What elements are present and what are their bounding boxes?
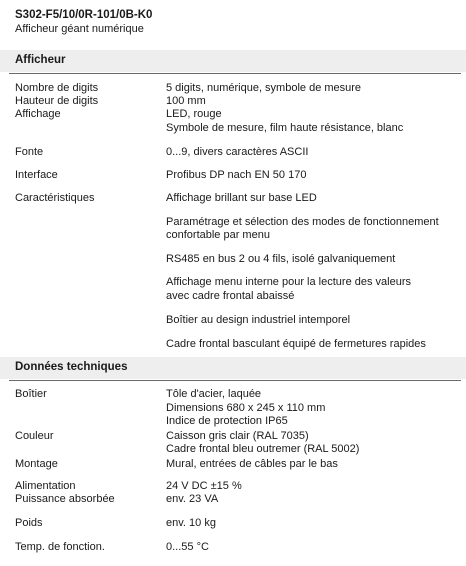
spec-value-boitier-3: Indice de protection IP65 <box>166 415 288 427</box>
spec-label-caracteristiques: Caractéristiques <box>15 192 95 204</box>
spec-label-alimentation: Alimentation <box>15 480 76 492</box>
spec-value-puissance: env. 23 VA <box>166 493 219 505</box>
section-divider <box>9 73 461 74</box>
spec-value-temp: 0...55 °C <box>166 541 209 553</box>
spec-label-fonte: Fonte <box>15 146 44 158</box>
product-header <box>15 8 152 36</box>
spec-value-couleur-2: Cadre frontal bleu outremer (RAL 5002) <box>166 443 360 455</box>
spec-label-poids: Poids <box>15 517 43 529</box>
spec-label-puissance: Puissance absorbée <box>15 493 115 505</box>
feature-item: confortable par menu <box>166 229 270 241</box>
spec-label-boitier: Boîtier <box>15 388 47 400</box>
product-code: S302-F5/10/0R-101/0B-K0 <box>15 9 153 21</box>
spec-value-interface: Profibus DP nach EN 50 170 <box>166 169 307 181</box>
feature-item: Cadre frontal basculant équipé de fermetures rapides <box>166 338 426 350</box>
feature-item: RS485 en bus 2 ou 4 fils, isolé galvaniquement <box>166 253 396 265</box>
spec-label-nombre-digits: Nombre de digits <box>15 82 99 94</box>
spec-label-montage: Montage <box>15 458 58 470</box>
spec-value-affichage-2: Symbole de mesure, film haute résistance, blanc <box>166 122 404 134</box>
spec-label-hauteur-digits: Hauteur de digits <box>15 95 99 107</box>
spec-value-alimentation: 24 V DC ±15 % <box>166 480 242 492</box>
section-title-donnees: Données techniques <box>15 361 128 373</box>
section-title-afficheur: Afficheur <box>15 54 66 66</box>
spec-label-affichage: Affichage <box>15 108 61 120</box>
product-subtitle: Afficheur géant numérique <box>15 23 144 35</box>
spec-value-fonte: 0...9, divers caractères ASCII <box>166 146 309 158</box>
feature-item: Affichage brillant sur base LED <box>166 192 317 204</box>
feature-item: Paramétrage et sélection des modes de fonctionnement <box>166 216 439 228</box>
feature-item: Affichage menu interne pour la lecture des valeurs <box>166 276 411 288</box>
spec-label-couleur: Couleur <box>15 430 54 442</box>
feature-item: Boîtier au design industriel intemporel <box>166 314 351 326</box>
feature-item: avec cadre frontal abaissé <box>166 290 295 302</box>
spec-value-boitier-1: Tôle d'acier, laquée <box>166 388 262 400</box>
spec-value-boitier-2: Dimensions 680 x 245 x 110 mm <box>166 402 326 414</box>
spec-value-couleur-1: Caisson gris clair (RAL 7035) <box>166 430 309 442</box>
spec-value-hauteur-digits: 100 mm <box>166 95 206 107</box>
spec-value-poids: env. 10 kg <box>166 517 216 529</box>
section-header-afficheur <box>0 50 466 72</box>
spec-value-nombre-digits: 5 digits, numérique, symbole de mesure <box>166 82 362 94</box>
spec-label-interface: Interface <box>15 169 58 181</box>
spec-value-affichage-1: LED, rouge <box>166 108 222 120</box>
spec-value-montage: Mural, entrées de câbles par le bas <box>166 458 338 470</box>
section-divider <box>9 380 461 381</box>
spec-label-temp: Temp. de fonction. <box>15 541 105 553</box>
